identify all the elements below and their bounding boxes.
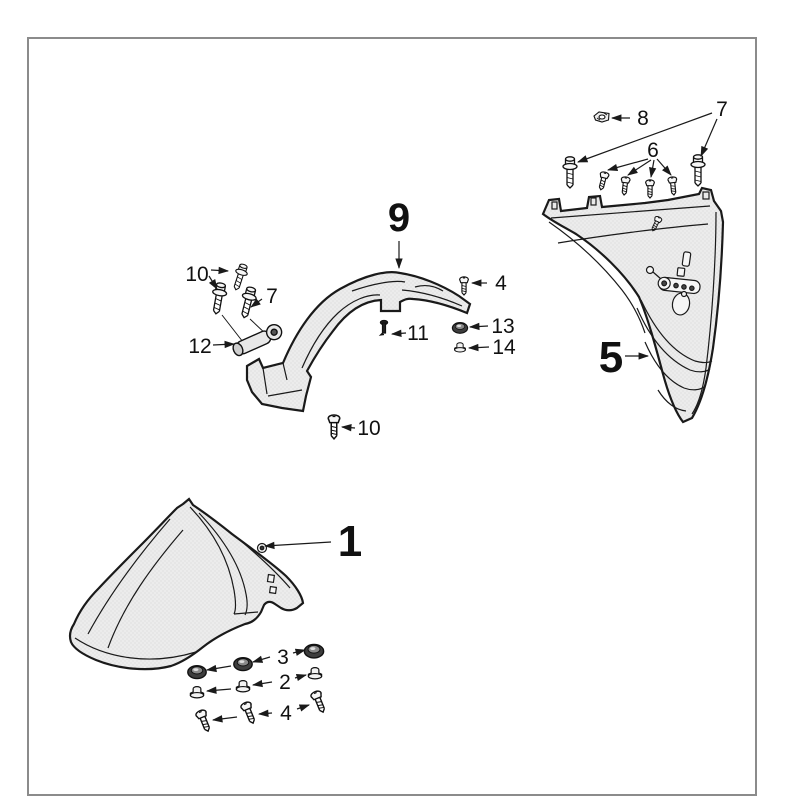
screw-6-d (668, 176, 679, 195)
callout-label-5: 5 (598, 333, 624, 382)
callout-label-2: 2 (279, 671, 291, 694)
screw-6-a (597, 171, 610, 191)
pin-11 (380, 321, 387, 336)
callout-arrow (213, 344, 234, 345)
clip-2-b (236, 681, 249, 692)
callout-label-7-top: 7 (716, 98, 728, 121)
callout-arrow (207, 689, 231, 691)
callout-arrow (628, 160, 651, 175)
callout-arrow (392, 333, 406, 334)
callout-label-10-mid: 10 (185, 263, 209, 286)
callout-label-3: 3 (277, 646, 289, 669)
callout-label-13: 13 (491, 315, 515, 338)
rear-mudguard-outline (247, 272, 470, 411)
clip-2-c (308, 668, 321, 679)
callout-arrow (213, 717, 237, 720)
bolt-7-left (563, 157, 577, 188)
nut-3-a (188, 666, 206, 679)
inner-panel-outline (543, 188, 723, 422)
callout-arrow (259, 713, 272, 714)
screw-6-c (646, 180, 655, 198)
callout-label-6: 6 (647, 139, 659, 162)
callout-arrow (295, 675, 306, 678)
callout-arrow (701, 119, 717, 156)
callout-arrow (470, 326, 488, 327)
top-fastener-group (563, 112, 705, 198)
nut-3-c (304, 644, 323, 657)
nut-13 (452, 323, 467, 334)
callout-label-9: 9 (387, 196, 411, 240)
callout-label-8: 8 (637, 107, 649, 130)
front-fender-part-1 (70, 499, 303, 669)
callout-arrow (209, 276, 217, 289)
callout-arrow (657, 159, 671, 175)
callout-label-10-bottom: 10 (357, 417, 381, 440)
callout-arrow (211, 270, 228, 271)
callout-arrow (253, 657, 270, 662)
clip-14 (455, 343, 466, 352)
callout-label-11: 11 (407, 322, 429, 345)
callout-arrow (342, 427, 355, 428)
screw-6-b (620, 176, 631, 195)
callout-label-4-bottom: 4 (280, 702, 292, 725)
rear-mudguard-part-9 (247, 272, 470, 411)
callout-label-1: 1 (337, 517, 363, 566)
screw-10-bottom (328, 415, 340, 439)
bolt-7-mid (237, 286, 258, 320)
bottom-fastener-group (188, 644, 328, 733)
callout-arrow (651, 160, 654, 177)
callout-label-7-mid: 7 (266, 285, 278, 308)
screw-4-top (460, 277, 469, 295)
callout-arrow (265, 542, 331, 546)
clip-nut-8 (594, 112, 609, 122)
nut-3-b (234, 658, 252, 671)
bolt-10-b (209, 282, 228, 315)
screw-4-c (310, 690, 328, 714)
bracket-fastener-group (209, 263, 284, 357)
bolt-7-right (691, 155, 705, 186)
clip-2-a (190, 687, 203, 698)
callout-arrow (207, 666, 231, 670)
mount-bracket-part-12 (230, 322, 284, 357)
callout-arrow (469, 347, 489, 348)
callout-label-14: 14 (492, 336, 516, 359)
front-fender-outline (70, 499, 303, 669)
callout-arrow (608, 159, 648, 170)
inner-side-panel-part-5 (543, 188, 723, 422)
callout-label-4-top: 4 (495, 272, 507, 295)
screw-4-b (240, 701, 258, 725)
callout-arrow (293, 650, 305, 653)
screw-4-a (195, 709, 213, 733)
callout-label-12: 12 (188, 335, 212, 358)
callout-labels (185, 98, 728, 725)
callout-arrow (297, 705, 309, 709)
callout-arrow (253, 682, 272, 685)
